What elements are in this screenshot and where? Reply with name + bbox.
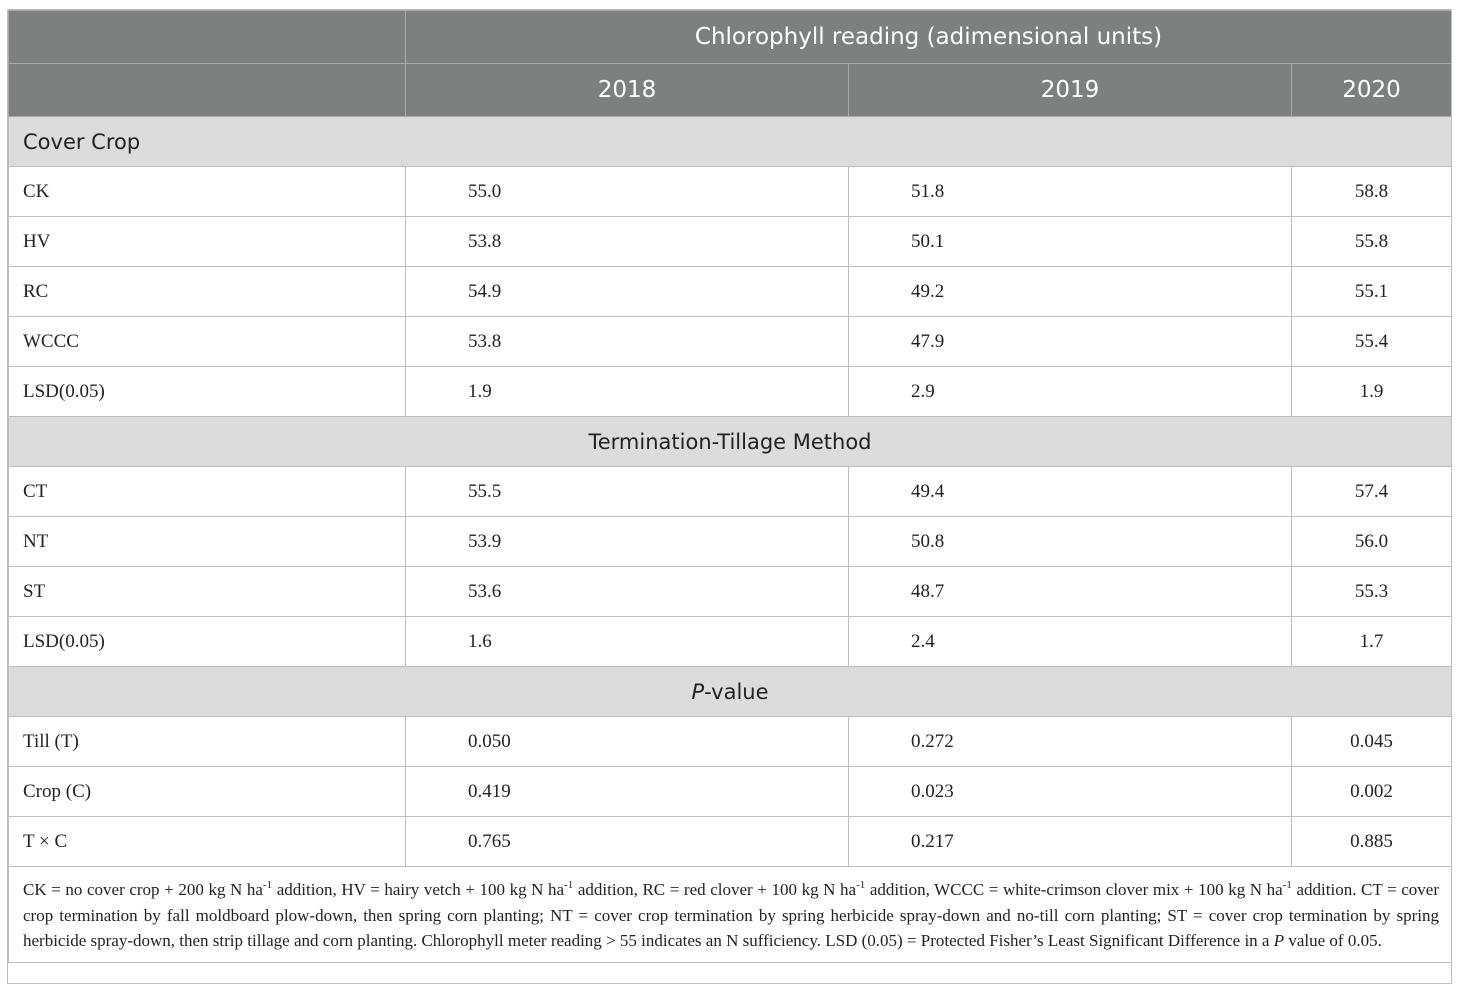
row-label: ST [9,567,406,617]
table-row [9,617,1452,667]
row-label: WCCC [9,317,406,367]
row-label: HV [9,217,406,267]
cell-value: 0.765 [406,817,849,867]
section-row-tillage [9,417,1452,467]
cell-value: 57.4 [1292,467,1452,517]
cell-value: 1.9 [1292,367,1452,417]
cell-value: 0.023 [849,767,1292,817]
cell-value: 53.9 [406,517,849,567]
row-label: T × C [9,817,406,867]
table-row [9,817,1452,867]
table-row [9,767,1452,817]
cell-value: 0.050 [406,717,849,767]
cell-value: 0.272 [849,717,1292,767]
cell-value: 56.0 [1292,517,1452,567]
table-row [9,367,1452,417]
cell-value: 0.045 [1292,717,1452,767]
row-label: CK [9,167,406,217]
cell-value: 55.1 [1292,267,1452,317]
cell-value: 55.0 [406,167,849,217]
footnote-text: addition, WCCC = white-crimson clover mix + 100 kg N ha [865,880,1283,899]
footnote-text: addition. CT = cover crop termination by fall moldboard plow-down, then spring corn planting; NT = cover crop termination by spring herbicide spray-down and no-till corn planting; ST = cover crop termination by spring herbicide spray-down, then strip tillage and corn planting. Chlorophyll meter reading > 55 indicates an N sufficiency. LSD (0.05) = Protected Fisher’s Least Significant Difference in a [23,880,1440,950]
cell-value: 1.6 [406,617,849,667]
table-row [9,167,1452,217]
superscript: -1 [564,879,574,891]
year-header: 2018 [406,64,849,117]
table-row [9,267,1452,317]
table-row [9,717,1452,767]
header-blank-cell [9,11,406,64]
cell-value: 50.1 [849,217,1292,267]
cell-value: 1.7 [1292,617,1452,667]
cell-value: 50.8 [849,517,1292,567]
table-frame [7,9,1452,984]
header-blank-cell [9,64,406,117]
cell-value: 55.8 [1292,217,1452,267]
footnote-text: addition, RC = red clover + 100 kg N ha [573,880,857,899]
year-header: 2019 [849,64,1292,117]
cell-value: 47.9 [849,317,1292,367]
row-label: Crop (C) [9,767,406,817]
cell-value: 0.419 [406,767,849,817]
table-row [9,467,1452,517]
cell-value: 53.8 [406,217,849,267]
cell-value: 55.4 [1292,317,1452,367]
table-row [9,517,1452,567]
cell-value: 54.9 [406,267,849,317]
group-title: Chlorophyll reading (adimensional units) [406,11,1452,64]
row-label: Till (T) [9,717,406,767]
row-label: LSD(0.05) [9,617,406,667]
footnote [9,867,1452,963]
cell-value: 48.7 [849,567,1292,617]
section-title-rest: -value [704,679,769,704]
cell-value: 58.8 [1292,167,1452,217]
table-row [9,217,1452,267]
footnote-italic: P [1273,931,1285,950]
header-group-row [9,11,1452,64]
section-row-pvalue [9,667,1452,717]
row-label: RC [9,267,406,317]
row-label: NT [9,517,406,567]
row-label: LSD(0.05) [9,367,406,417]
cell-value: 2.9 [849,367,1292,417]
table-row [9,317,1452,367]
cell-value: 0.002 [1292,767,1452,817]
cell-value: 49.2 [849,267,1292,317]
section-title-italic: P [691,679,705,704]
footnote-row [9,867,1452,963]
cell-value: 55.3 [1292,567,1452,617]
cell-value: 51.8 [849,167,1292,217]
header-years-row [9,64,1452,117]
cell-value: 55.5 [406,467,849,517]
cell-value: 53.6 [406,567,849,617]
section-row-cover-crop [9,117,1452,167]
superscript: -1 [856,879,866,891]
cell-value: 2.4 [849,617,1292,667]
cell-value: 1.9 [406,367,849,417]
cell-value: 0.885 [1292,817,1452,867]
section-title [9,667,1452,717]
superscript: -1 [1282,879,1292,891]
footnote-text: addition, HV = hairy vetch + 100 kg N ha [272,880,565,899]
section-title: Termination-Tillage Method [9,417,1452,467]
superscript: -1 [262,879,273,891]
year-header: 2020 [1292,64,1452,117]
footnote-text: CK = no cover crop + 200 kg N ha [23,880,263,899]
section-title: Cover Crop [9,117,1452,167]
cell-value: 53.8 [406,317,849,367]
table-row [9,567,1452,617]
cell-value: 49.4 [849,467,1292,517]
footnote-text: value of 0.05. [1284,931,1382,950]
chlorophyll-table [8,10,1452,963]
cell-value: 0.217 [849,817,1292,867]
row-label: CT [9,467,406,517]
